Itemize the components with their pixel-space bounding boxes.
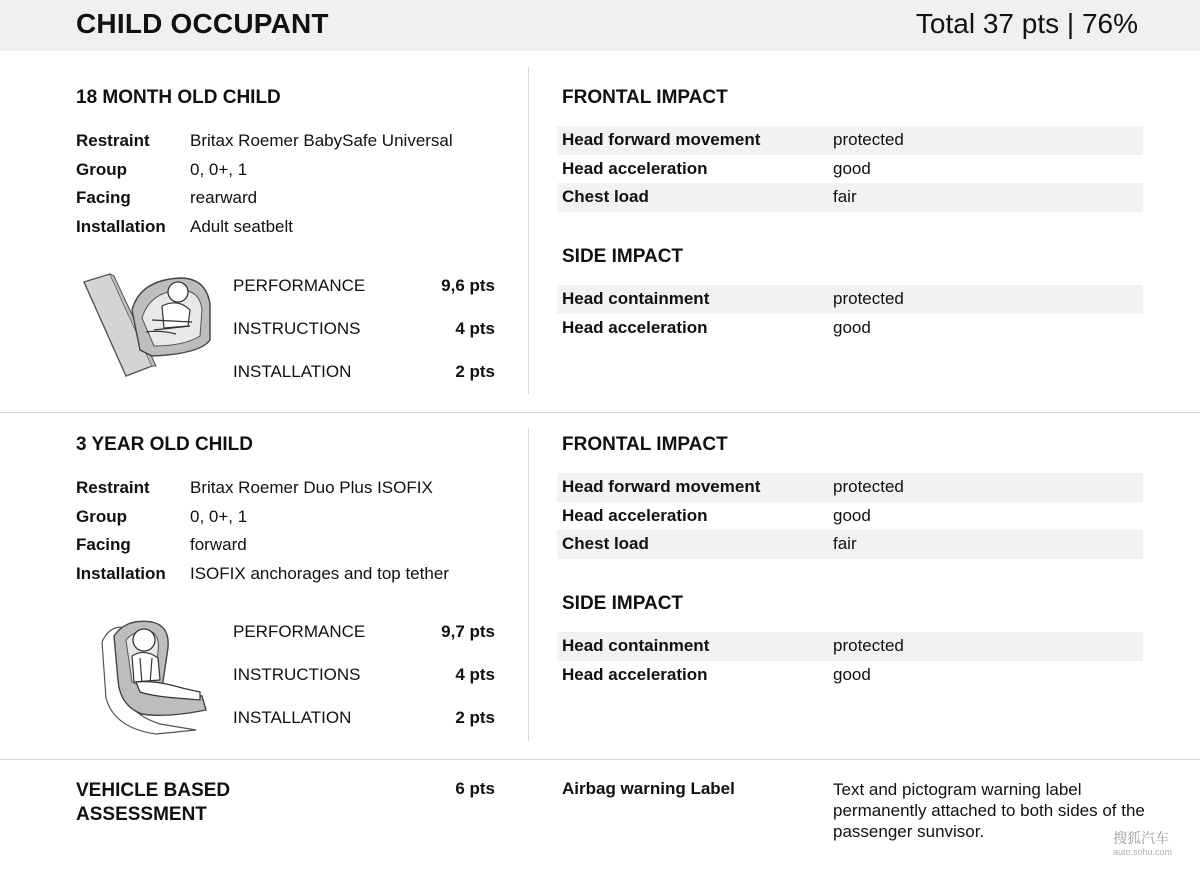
detail-row <box>76 474 449 503</box>
detail-key: Facing <box>76 535 131 554</box>
child1-frontal-table <box>557 126 1143 212</box>
table-row <box>557 183 1143 212</box>
criterion-label: Head forward movement <box>562 130 761 149</box>
child1-title: 18 MONTH OLD CHILD <box>76 87 281 108</box>
score-label: PERFORMANCE <box>233 622 366 641</box>
column-divider <box>528 428 529 741</box>
criterion-rating: good <box>833 664 871 684</box>
total-score: Total 37 pts | 76% <box>915 8 1138 39</box>
table-row <box>557 632 1143 661</box>
criterion-label: Head forward movement <box>562 477 761 496</box>
column-divider <box>528 67 529 394</box>
score-label: INSTRUCTIONS <box>233 319 361 338</box>
criterion-rating: good <box>833 158 871 178</box>
child2-side-title: SIDE IMPACT <box>562 593 684 614</box>
score-label: INSTALLATION <box>233 708 352 727</box>
score-points: 4 pts <box>455 665 495 684</box>
table-row <box>557 502 1143 531</box>
child1-details <box>76 127 453 241</box>
watermark-text: 搜狐汽车 <box>1113 830 1169 846</box>
criterion-label: Chest load <box>562 187 649 206</box>
detail-value: Britax Roemer BabySafe Universal <box>190 131 453 150</box>
criterion-label: Head acceleration <box>562 505 708 525</box>
detail-key: Group <box>76 159 127 179</box>
child2-frontal-title: FRONTAL IMPACT <box>562 434 728 455</box>
score-points: 2 pts <box>455 708 495 727</box>
detail-key: Group <box>76 506 127 526</box>
page-title: CHILD OCCUPANT <box>76 8 329 39</box>
section-divider <box>0 412 1200 413</box>
score-label: INSTRUCTIONS <box>233 665 361 684</box>
table-row <box>557 285 1143 314</box>
airbag-warning-description: Text and pictogram warning label permanently attached to both sides of the passenger sunvisor. <box>833 780 1145 841</box>
score-points: 9,7 pts <box>441 622 495 641</box>
airbag-warning-label: Airbag warning Label <box>562 779 735 798</box>
child1-scores <box>233 276 495 396</box>
criterion-rating: protected <box>833 636 904 655</box>
detail-row <box>76 531 449 560</box>
child2-title: 3 YEAR OLD CHILD <box>76 434 254 455</box>
detail-key: Installation <box>76 563 166 583</box>
detail-value: 0, 0+, 1 <box>190 506 248 526</box>
forward-child-seat-icon <box>96 618 214 736</box>
score-points: 9,6 pts <box>441 276 495 295</box>
child2-details <box>76 474 449 588</box>
detail-row <box>76 127 453 156</box>
watermark-url: auto.sohu.com <box>1113 847 1173 857</box>
vehicle-assessment-points: 6 pts <box>455 779 495 798</box>
detail-key: Facing <box>76 188 131 207</box>
child2-scores <box>233 622 495 742</box>
vehicle-assessment-title: VEHICLE BASED ASSESSMENT <box>76 780 231 825</box>
table-row <box>557 530 1143 559</box>
criterion-rating: good <box>833 317 871 337</box>
child2-side-table <box>557 632 1143 689</box>
criterion-label: Head containment <box>562 289 710 308</box>
child1-side-table <box>557 285 1143 342</box>
detail-key: Restraint <box>76 478 150 497</box>
rearward-child-seat-icon <box>80 270 215 382</box>
criterion-label: Head acceleration <box>562 317 708 337</box>
criterion-label: Head acceleration <box>562 664 708 684</box>
detail-row <box>76 156 453 185</box>
detail-value: Adult seatbelt <box>190 216 294 236</box>
criterion-rating: protected <box>833 130 904 149</box>
criterion-label: Chest load <box>562 534 649 553</box>
criterion-rating: good <box>833 505 871 525</box>
detail-row <box>76 184 453 213</box>
criterion-label: Head acceleration <box>562 158 708 178</box>
table-row <box>557 473 1143 502</box>
child1-frontal-title: FRONTAL IMPACT <box>562 87 728 108</box>
criterion-rating: fair <box>833 534 857 553</box>
criterion-label: Head containment <box>562 636 710 655</box>
criterion-rating: fair <box>833 187 857 206</box>
table-row <box>557 314 1143 343</box>
detail-key: Restraint <box>76 131 150 150</box>
page-header <box>0 0 1200 51</box>
detail-value: 0, 0+, 1 <box>190 159 248 179</box>
table-row <box>557 126 1143 155</box>
detail-key: Installation <box>76 216 166 236</box>
criterion-rating: protected <box>833 477 904 496</box>
detail-row <box>76 503 449 532</box>
child1-side-title: SIDE IMPACT <box>562 246 684 267</box>
score-points: 2 pts <box>455 362 495 381</box>
score-points: 4 pts <box>455 319 495 338</box>
section-divider <box>0 759 1200 760</box>
detail-value: ISOFIX anchorages and top tether <box>190 563 449 583</box>
detail-value: forward <box>190 535 247 554</box>
detail-value: Britax Roemer Duo Plus ISOFIX <box>190 478 433 497</box>
detail-row <box>76 560 449 589</box>
score-label: INSTALLATION <box>233 362 352 381</box>
detail-row <box>76 213 453 242</box>
criterion-rating: protected <box>833 289 904 308</box>
score-label: PERFORMANCE <box>233 276 366 295</box>
child2-frontal-table <box>557 473 1143 559</box>
detail-value: rearward <box>190 188 258 207</box>
table-row <box>557 155 1143 184</box>
table-row <box>557 661 1143 690</box>
